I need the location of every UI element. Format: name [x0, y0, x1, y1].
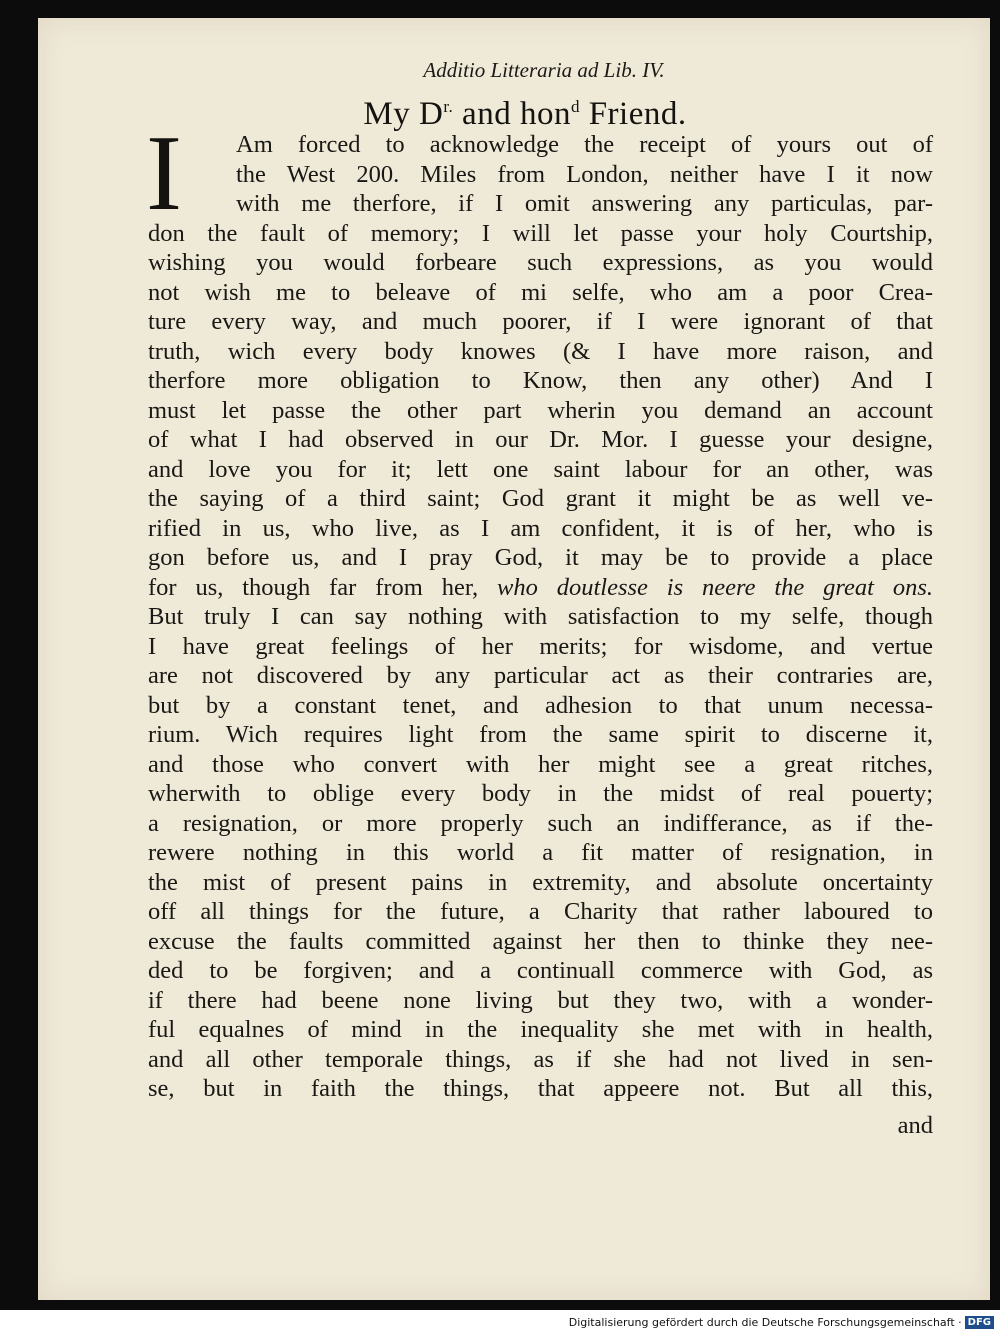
title-part-3: Friend.	[579, 96, 687, 132]
title-superscript-1: r.	[443, 97, 454, 116]
text-line: Am forced to acknowledge the receipt of yours out of	[236, 131, 933, 158]
text-line: and those who convert with her might see a great ritches,	[148, 750, 933, 778]
text-line: I have great feelings of her merits; for wisdome, and vertue	[148, 632, 933, 660]
footer-credit-text: Digitalisierung gefördert durch die Deutsche Forschungsgemeinschaft ·	[568, 1316, 962, 1329]
dfg-logo: DFG	[965, 1316, 994, 1329]
text-line: a resignation, or more properly such an indifferance, as if the-	[148, 809, 933, 837]
text-line: the mist of present pains in extremity, and absolute oncertainty	[148, 868, 933, 896]
text-line: and all other temporale things, as if she had not lived in sen-	[148, 1045, 933, 1073]
text-line: are not discovered by any particular act as their contraries are,	[148, 662, 933, 689]
text-line: wishing you would forbeare such expressions, as you would	[148, 249, 933, 276]
text-line: and love you for it; lett one saint labour for an other, was	[148, 455, 933, 483]
text-line: ture every way, and much poorer, if I were ignorant of that	[148, 308, 933, 335]
text-line: off all things for the future, a Charity that rather laboured to	[148, 898, 933, 925]
text-line: ful equalnes of mind in the inequality she met with in health,	[148, 1016, 933, 1043]
running-head: Additio Litteraria ad Lib. IV.	[423, 58, 665, 82]
text-line: wherwith to oblige every body in the midst of real pouerty;	[148, 780, 933, 807]
text-line: gon before us, and I pray God, it may be to provide a place	[148, 544, 933, 571]
text-line: with me therfore, if I omit answering any particulas, par-	[236, 190, 933, 217]
text-line: rewere nothing in this world a fit matter of resignation, in	[148, 839, 933, 866]
text-line-roman-part: for us, though far from her,	[148, 573, 479, 601]
text-line: rium. Wich requires light from the same spirit to discerne it,	[148, 721, 933, 748]
italic-phrase: who doutlesse is neere the great ons.	[497, 573, 934, 601]
text-line: of what I had observed in our Dr. Mor. I guesse your designe,	[148, 426, 933, 453]
text-line: don the fault of memory; I will let passe your holy Courtship,	[148, 219, 933, 247]
letter-body	[148, 130, 933, 1104]
text-line: excuse the faults committed against her then to thinke they nee-	[148, 927, 933, 955]
text-line: not wish me to beleave of mi selfe, who am a poor Crea-	[148, 278, 933, 306]
drop-cap: I	[146, 114, 182, 233]
text-line: but by a constant tenet, and adhesion to that unum necessa-	[148, 691, 933, 719]
text-line: truth, wich every body knowes (& I have more raison, and	[148, 337, 933, 365]
text-line: But truly I can say nothing with satisfaction to my selfe, though	[148, 603, 933, 630]
text-line: therfore more obligation to Know, then any other) And I	[148, 367, 933, 394]
text-line-with-italic	[148, 573, 933, 603]
text-line: rified in us, who live, as I am confident, it is of her, who is	[148, 514, 933, 542]
catchword: and	[897, 1112, 933, 1139]
text-line: if there had beene none living but they two, with a wonder-	[148, 986, 933, 1014]
text-line: se, but in faith the things, that appeere not. But all this,	[148, 1075, 933, 1102]
title-superscript-2: d	[570, 97, 580, 116]
title-part-2: and hon	[453, 96, 571, 132]
digitization-footer	[569, 1316, 994, 1329]
text-line: the West 200. Miles from London, neither have I it now	[236, 160, 933, 188]
text-line: the saying of a third saint; God grant it might be as well ve-	[148, 485, 933, 512]
text-line: must let passe the other part wherin you demand an account	[148, 396, 933, 424]
title-part-1: My D	[363, 96, 444, 132]
text-line: ded to be forgiven; and a continuall commerce with God, as	[148, 957, 933, 984]
